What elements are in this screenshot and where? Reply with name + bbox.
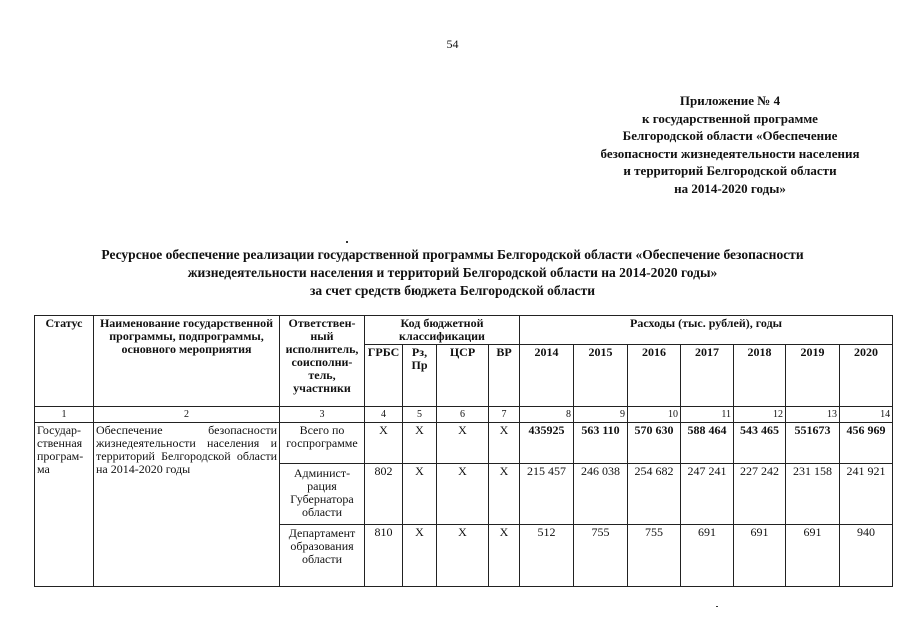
scan-speck (716, 606, 718, 607)
vr-cell: Х (489, 423, 520, 464)
grbs-cell: 802 (365, 464, 403, 525)
column-number: 14 (840, 407, 893, 423)
column-number: 11 (681, 407, 734, 423)
appendix-line: и территорий Белгородской области (623, 163, 837, 178)
value-cell: 241 921 (840, 464, 893, 525)
column-number: 1 (35, 407, 94, 423)
value-cell: 563 110 (574, 423, 628, 464)
value-cell: 940 (840, 525, 893, 587)
header-year: 2019 (786, 345, 840, 407)
value-cell: 691 (734, 525, 786, 587)
column-number: 6 (437, 407, 489, 423)
header-year: 2014 (520, 345, 574, 407)
appendix-line: Приложение № 4 (679, 93, 781, 108)
header-year: 2020 (840, 345, 893, 407)
program-name-cell: Обеспечение безопасности жизнедеятельности населения и территорий Белгородской области на 2014-2020 годы (94, 423, 280, 587)
value-cell: 588 464 (681, 423, 734, 464)
column-number: 7 (489, 407, 520, 423)
executor-cell: Департамент образования области (280, 525, 365, 587)
header-budget-code: Код бюджетной классификации (365, 316, 520, 345)
title-line: жизнедеятельности населения и территорий Белгородской области на 2014-2020 годы» (187, 265, 718, 280)
value-cell: 512 (520, 525, 574, 587)
column-number: 9 (574, 407, 628, 423)
column-number: 5 (403, 407, 437, 423)
value-cell: 456 969 (840, 423, 893, 464)
header-csr: ЦСР (437, 345, 489, 407)
value-cell: 247 241 (681, 464, 734, 525)
column-number: 2 (94, 407, 280, 423)
title-line: Ресурсное обеспечение реализации государственной программы Белгородской области «Обеспечение безопасности (101, 247, 804, 262)
header-expenses: Расходы (тыс. рублей), годы (520, 316, 893, 345)
table-row (35, 423, 893, 464)
header-year: 2016 (628, 345, 681, 407)
value-cell: 435925 (520, 423, 574, 464)
executor-cell: Админист-рация Губернатора области (280, 464, 365, 525)
header-year: 2015 (574, 345, 628, 407)
value-cell: 215 457 (520, 464, 574, 525)
resource-table (34, 315, 893, 587)
appendix-line: Белгородской области «Обеспечение (622, 128, 838, 143)
csr-cell: Х (437, 525, 489, 587)
scan-speck (346, 241, 348, 243)
column-number: 3 (280, 407, 365, 423)
header-rz-pr: Рз, Пр (403, 345, 437, 407)
document-title (0, 246, 905, 300)
rz-cell: Х (403, 464, 437, 525)
appendix-line: к государственной программе (642, 110, 818, 126)
grbs-cell: 810 (365, 525, 403, 587)
grbs-cell: Х (365, 423, 403, 464)
header-vr: ВР (489, 345, 520, 407)
value-cell: 691 (786, 525, 840, 587)
value-cell: 691 (681, 525, 734, 587)
header-status: Статус (35, 316, 94, 407)
column-number: 13 (786, 407, 840, 423)
value-cell: 227 242 (734, 464, 786, 525)
vr-cell: Х (489, 464, 520, 525)
value-cell: 231 158 (786, 464, 840, 525)
value-cell: 755 (574, 525, 628, 587)
column-number: 12 (734, 407, 786, 423)
appendix-line: на 2014-2020 годы» (674, 180, 786, 196)
value-cell: 755 (628, 525, 681, 587)
column-number: 4 (365, 407, 403, 423)
value-cell: 543 465 (734, 423, 786, 464)
title-line: за счет средств бюджета Белгородской области (309, 283, 596, 298)
vr-cell: Х (489, 525, 520, 587)
rz-cell: Х (403, 423, 437, 464)
rz-cell: Х (403, 525, 437, 587)
appendix-block (540, 92, 905, 197)
status-cell: Государ-ственная програм-ма (35, 423, 94, 587)
value-cell: 551673 (786, 423, 840, 464)
column-number: 8 (520, 407, 574, 423)
header-name: Наименование государственной программы, подпрограммы, основного мероприятия (94, 316, 280, 407)
column-number: 10 (628, 407, 681, 423)
executor-cell: Всего по госпрограмме (280, 423, 365, 464)
header-grbs: ГРБС (365, 345, 403, 407)
appendix-line: безопасности жизнедеятельности населения (600, 145, 860, 161)
csr-cell: Х (437, 423, 489, 464)
value-cell: 570 630 (628, 423, 681, 464)
csr-cell: Х (437, 464, 489, 525)
page-number: 54 (446, 37, 459, 51)
value-cell: 254 682 (628, 464, 681, 525)
header-year: 2018 (734, 345, 786, 407)
value-cell: 246 038 (574, 464, 628, 525)
header-year: 2017 (681, 345, 734, 407)
header-executor: Ответствен-ный исполнитель, соисполни-тель, участники (280, 316, 365, 407)
